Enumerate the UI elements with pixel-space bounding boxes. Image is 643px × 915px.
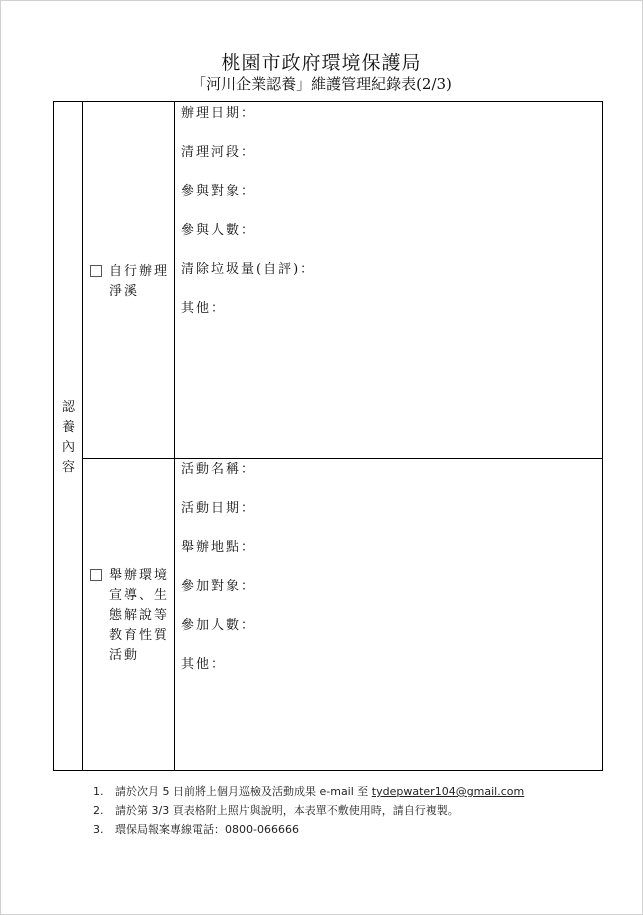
- field-other-activity[interactable]: 其他：: [181, 657, 227, 672]
- note-1: 1. 請於次月 5 日前將上個月巡檢及活動成果 e-mail 至 tydepwater104@gmail.com: [93, 785, 525, 798]
- field-river-section[interactable]: 清理河段：: [181, 145, 257, 160]
- self-cleanup-fields: [181, 103, 315, 337]
- footnotes: [93, 784, 524, 841]
- education-activity-fields: [181, 459, 256, 693]
- field-activity-date[interactable]: 活動日期：: [181, 501, 257, 516]
- field-other[interactable]: 其他：: [181, 301, 227, 316]
- column-divider-2: [174, 102, 175, 770]
- form-subtitle: 「河川企業認養」維護管理紀錄表(2/3): [191, 75, 452, 93]
- field-participants[interactable]: 參與對象：: [181, 184, 257, 199]
- field-venue[interactable]: 舉辦地點：: [181, 540, 257, 555]
- page-title: 桃園市政府環境保護局: [221, 52, 422, 74]
- field-attendee-count[interactable]: 參加人數：: [181, 618, 257, 633]
- note-3: 3. 環保局報案專線電話：0800-066666: [93, 823, 299, 836]
- checkbox-education-activity[interactable]: [90, 569, 102, 581]
- field-attendees[interactable]: 參加對象：: [181, 579, 257, 594]
- field-activity-name[interactable]: 活動名稱：: [181, 462, 257, 477]
- checkbox-self-cleanup[interactable]: [90, 265, 102, 277]
- email-link[interactable]: tydepwater104@gmail.com: [371, 785, 525, 798]
- section-label-adoption-content: 認 養 內 容: [61, 400, 75, 475]
- row-divider: [82, 458, 602, 459]
- record-table: 認 養 內 容 自行辦理 淨溪 辦理日期： 清理河段： 參與對象： 參與人數： 清除垃圾量(自評)： 其他： 舉辦環境 宣導、生 態解說等 教育性質 活動 活動名稱： 活動日期： 舉辦地點： 參加對象： 參加人數： 其他：: [53, 101, 603, 771]
- field-garbage-amount[interactable]: 清除垃圾量(自評)：: [181, 262, 316, 277]
- field-date[interactable]: 辦理日期：: [181, 106, 257, 121]
- field-participant-count[interactable]: 參與人數：: [181, 223, 257, 238]
- note-2: 2. 請於第 3/3 頁表格附上照片與說明，本表單不敷使用時，請自行複製。: [93, 804, 459, 817]
